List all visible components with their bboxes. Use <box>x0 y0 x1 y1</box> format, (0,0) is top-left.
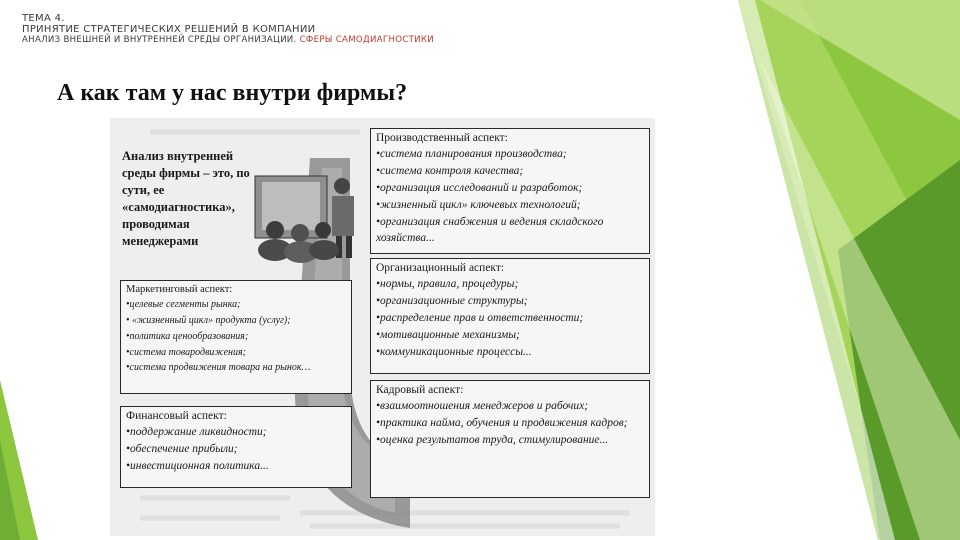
organizational-item: •коммуникационные процессы... <box>376 346 532 358</box>
production-item: •жизненный цикл» ключевых технологий; <box>376 199 581 211</box>
production-item: •система контроля качества; <box>376 165 524 177</box>
organizational-item: •мотивационные механизмы; <box>376 329 520 341</box>
topic-number: ТЕМА 4. <box>22 13 65 24</box>
financial-item: •инвестиционная политика... <box>126 460 269 472</box>
production-item: •система планирования производства; <box>376 148 567 160</box>
organizational-item: •нормы, правила, процедуры; <box>376 278 519 290</box>
marketing-item: •политика ценообразования; <box>126 331 249 342</box>
personnel-aspect-title: Кадровый аспект: <box>376 384 464 396</box>
marketing-item: • «жизненный цикл» продукта (услуг); <box>126 315 291 326</box>
marketing-aspect-box <box>120 280 352 394</box>
financial-aspect-title: Финансовый аспект: <box>126 410 227 422</box>
organizational-aspect-title: Организационный аспект: <box>376 262 505 274</box>
personnel-item: •практика найма, обучения и продвижения кадров; <box>376 417 628 429</box>
topic-title: ПРИНЯТИЕ СТРАТЕГИЧЕСКИХ РЕШЕНИЙ В КОМПАНИИ <box>22 24 316 35</box>
personnel-aspect-box <box>370 380 650 498</box>
organizational-item: •распределение прав и ответственности; <box>376 312 584 324</box>
production-item: •организация исследований и разработок; <box>376 182 583 194</box>
marketing-aspect-title: Маркетинговый аспект: <box>126 284 233 295</box>
production-item: •организация снабжения и ведения складского хозяйства... <box>376 216 604 244</box>
organizational-aspect-box <box>370 258 650 374</box>
organizational-item: •организационные структуры; <box>376 295 528 307</box>
financial-item: •обеспечение прибыли; <box>126 443 238 455</box>
slide-title: А как там у нас внутри фирмы? <box>57 80 408 106</box>
subtitle-part-1: АНАЛИЗ ВНЕШНЕЙ И ВНУТРЕННЕЙ СРЕДЫ ОРГАНИЗАЦИИ. <box>22 35 300 45</box>
financial-aspect-box <box>120 406 352 488</box>
marketing-item: •целевые сегменты рынка; <box>126 299 241 310</box>
slide-header <box>22 13 722 46</box>
intro-text: Анализ внутренней среды фирмы – это, по сути, ее «самодиагностика», проводимая менеджерами <box>122 149 250 248</box>
production-aspect-title: Производственный аспект: <box>376 132 508 144</box>
personnel-item: •взаимоотношения менеджеров и рабочих; <box>376 400 589 412</box>
marketing-item: •система товародвижения; <box>126 347 246 358</box>
personnel-item: •оценка результатов труда, стимулирование... <box>376 434 609 446</box>
marketing-item: •система продвижения товара на рынок… <box>126 362 311 373</box>
subtitle-part-2: СФЕРЫ САМОДИАГНОСТИКИ <box>299 35 434 45</box>
production-aspect-box <box>370 128 650 254</box>
financial-item: •поддержание ликвидности; <box>126 426 267 438</box>
scanned-figure <box>110 118 655 536</box>
topic-subtitle <box>22 35 722 46</box>
